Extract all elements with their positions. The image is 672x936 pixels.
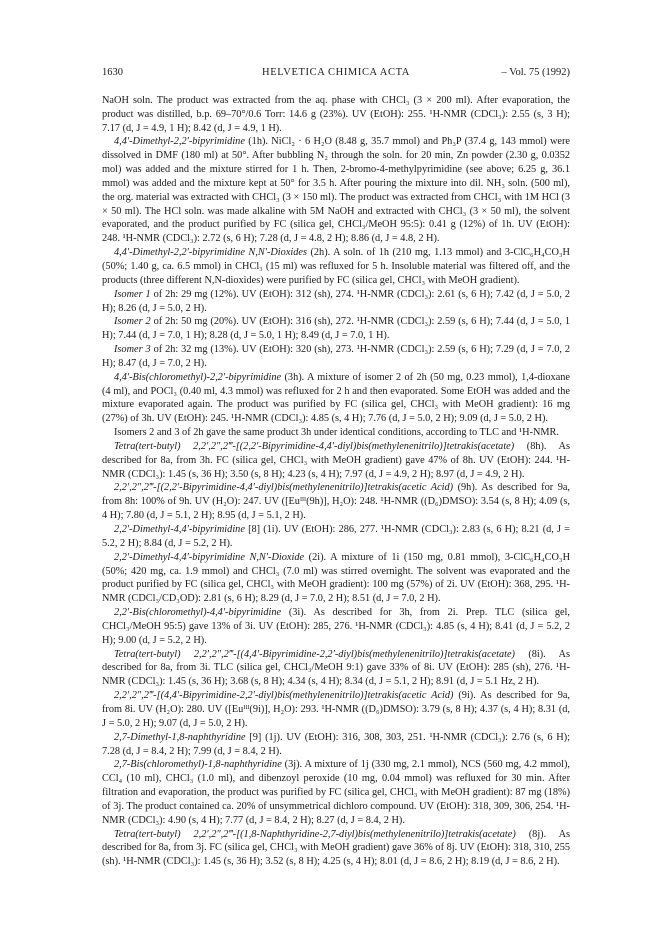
compound-name: 4,4′-Bis(chloromethyl)-2,2′-bipyrimidine <box>114 371 282 383</box>
volume-info: – Vol. 75 (1992) <box>501 67 570 78</box>
paragraph-text: Isomers 2 and 3 of 2h gave the same product 3h under identical conditions, according to TLC and ¹H-NMR. <box>114 427 559 439</box>
paragraph-text: (3i). As described for 3h, from 2i. Prep. TLC (silica gel, CHCl₃/MeOH 95:5) gave 13% of 3i. UV (EtOH): 285, 276. ¹H-NMR (CDCl₃): 4.85 (s, 4 H); 8.41 (d, J = 5.2, 2 H); 9.00 (d, J = 5.2, 2 H). <box>102 607 570 646</box>
paragraph <box>102 758 570 827</box>
paragraph <box>102 135 570 246</box>
compound-name: 2,2′,2″,2‴-[(4,4′-Bipyrimidine-2,2′-diyl)bis(methylenenitrilo)]tetrakis(acetic Acid) <box>114 690 454 702</box>
paragraph-text: (8h). As described for 8a, from 3h. FC (silica gel, CHCl₃ with MeOH gradient) gave 47% of 8h. UV (EtOH): 244. ¹H-NMR (CDCl₃): 1.45 (s, 36 H); 3.50 (s, 8 H); 4.23 (s, 4 H); 7.97 (d, J = 4.9, 2 H); 8.97 (d, J = 4.9, 2 H). <box>102 440 570 480</box>
compound-name: 2,2′-Dimethyl-4,4′-bipyrimidine <box>114 524 245 535</box>
paragraph-text: of 2h: 50 mg (20%). UV (EtOH): 316 (sh), 272. ¹H-NMR (CDCl₃): 2.59 (s, 6 H); 7.44 (d, J = 5.0, 1 H); 7.44 (d, J = 7.0, 1 H); 8.28 (d, J = 5.0, 1 H); 8.49 (d, J = 7.0, 1 H). <box>102 316 570 342</box>
compound-name: 2,2′-Dimethyl-4,4′-bipyrimidine N,N′-Dioxide <box>114 551 305 563</box>
body-text <box>102 94 570 869</box>
paragraph <box>102 288 570 316</box>
journal-title: HELVETICA CHIMICA ACTA <box>262 67 410 78</box>
compound-name: Tetra(tert-butyl) 2,2′,2″,2‴-[(1,8-Naphthyridine-2,7-diyl)bis(methylenenitrilo)]tetrakis(acetate) <box>114 828 516 840</box>
paragraph-text: (1h). NiCl₂ · 6 H₂O (8.48 g, 35.7 mmol) and Ph₃P (37.4 g, 143 mmol) were dissolved in DMF (180 ml) at 50°. After bubbling N₂ through the soln. for 20 min, Zn powder (2.30 g, 0.0352 mol) was added and the mixture stirred for 1 h. Then, 2-bromo-4-methylpyrimidine (see above; 6.25 g, 36.1 mmol) was added and the mixture kept at 50° for 3.5 h. After pouring the mixture into dil. NH₃ soln. (500 ml), the org. material was extracted with CHCl₃ (3 × 150 ml). The product was extracted from CHCl₃ with 1M HCl (3 × 50 ml). The HCl soln. was made alkaline with 5M NaOH and extracted with CHCl₃ (3 × 50 ml), the solvent evaporated, and the product purified by FC (silica gel, CHCl₃/MeOH 95:5): 0.41 g (12%) of 1h. UV (EtOH): 248. ¹H-NMR (CDCl₃): 2.72 (s, 6 H); 7.28 (d, J = 4.8, 2 H); 8.86 (d, J = 4.8, 2 H). <box>102 136 570 245</box>
paragraph-text: (9h). As described for 9a, from 8h: 100% of 9h. UV (H₂O): 247. UV ([Euᴵᴵᴵ(9h)], H₂O): 248. ¹H-NMR ((D₆)DMSO): 3.54 (s, 8 H); 4.09 (s, 4 H); 7.80 (d, J = 5.1, 2 H); 8.95 (d, J = 5.1, 2 H). <box>102 482 570 522</box>
paragraph-text: (3h). A mixture of isomer 2 of 2h (50 mg, 0.23 mmol), 1,4-dioxane (4 ml), and POCl₃ (0.40 ml, 4.3 mmol) was refluxed for 2 h and then evaporated. Some EtOH was added and the mixture evaporated again. The product was purified by FC (silica gel, CHCl₃ with MeOH gradient): 16 mg (27%) of 3h. UV (EtOH): 245. ¹H-NMR (CDCl₃): 4.85 (s, 4 H); 7.76 (d, J = 5.0, 2 H); 9.09 (d, J = 5.0, 2 H). <box>102 371 570 425</box>
paragraph-text: (8j). As described for 8a, from 3j. FC (silica gel, CHCl₃ with MeOH gradient) gave 36% of 8j. UV (EtOH): 318, 310, 255 (sh). ¹H-NMR (CDCl₃): 1.45 (s, 36 H); 3.52 (s, 8 H); 4.25 (s, 4 H); 8.01 (d, J = 8.6, 2 H); 8.19 (d, J = 8.6, 2 H). <box>102 828 571 868</box>
paragraph-text: (2h). A soln. of 1h (210 mg, 1.13 mmol) and 3-ClC₆H₄CO₃H (50%; 1.40 g, ca. 6.5 mmol) in CHCl₃ (15 ml) was refluxed for 5 h. Insoluble material was filtered off, and the products (three different N,N-dioxides) were purified by FC (silica gel, CHCl₃ with MeOH gradient). <box>102 247 570 286</box>
paragraph <box>102 440 570 482</box>
paragraph-text: [8] (1i). UV (EtOH): 286, 277. ¹H-NMR (CDCl₃): 2.83 (s, 6 H); 8.21 (d, J = 5.2, 2 H); 8.84 (d, J = 5.2, 2 H). <box>102 524 570 549</box>
compound-name: Isomer 1 <box>114 288 151 300</box>
paragraph <box>102 246 570 288</box>
paragraph-text: (9i). As described for 9a, from 8i. UV (H₂O): 280. UV ([Euᴵᴵᴵ(9i)], H₂O): 293. ¹H-NMR ((D₆)DMSO): 3.79 (s, 8 H); 4.37 (s, 4 H); 8.31 (d, J = 5.0, 2 H); 9.07 (d, J = 5.0, 2 H). <box>102 690 570 729</box>
running-header <box>102 66 570 80</box>
paragraph <box>102 551 570 606</box>
compound-name: 2,7-Dimethyl-1,8-naphthyridine <box>114 731 246 743</box>
compound-name: Isomer 3 <box>114 344 151 356</box>
paragraph <box>102 648 570 690</box>
paragraph <box>102 371 570 426</box>
paragraph <box>102 315 570 343</box>
compound-name: 2,2′-Bis(chloromethyl)-4,4′-bipyrimidine <box>114 607 282 619</box>
page-number: 1630 <box>102 67 123 78</box>
compound-name: 4,4′-Dimethyl-2,2′-bipyrimidine N,N′-Dioxides <box>114 247 307 259</box>
paragraph-text: (3j). A mixture of 1j (330 mg, 2.1 mmol), NCS (560 mg, 4.2 mmol), CCl₄ (10 ml), CHCl₃ (1.0 ml), and dibenzoyl peroxide (10 mg, 0.04 mmol) was refluxed for 30 min. After filtration and evaporation, the product was purified by FC (silica gel, CHCl₃ with MeOH gradient): 87 mg (18%) of 3j. The product contained ca. 20% of unsymmetrical dichloro compound. UV (EtOH): 318, 309, 306, 254. ¹H-NMR (CDCl₃): 4.90 (s, 4 H); 7.77 (d, J = 8.4, 2 H); 8.27 (d, J = 8.4, 2 H). <box>102 759 570 826</box>
paragraph <box>102 523 570 551</box>
compound-name: 4,4′-Dimethyl-2,2′-bipyrimidine <box>114 136 245 148</box>
paragraph <box>102 481 570 523</box>
paragraph <box>102 606 570 648</box>
paragraph-text: (8i). As described for 8a, from 3i. TLC (silica gel, CHCl₃/MeOH 9:1) gave 33% of 8i. UV (EtOH): 285 (sh), 276. ¹H-NMR (CDCl₃): 1.45 (s, 36 H); 3.68 (s, 8 H); 4.34 (s, 4 H); 8.34 (d, J = 5.1, 2 H); 8.91 (d, J = 5.1 Hz, 2 H). <box>102 648 570 688</box>
paragraph-text: of 2h: 32 mg (13%). UV (EtOH): 320 (sh), 273. ¹H-NMR (CDCl₃): 2.59 (s, 6 H); 7.29 (d, J = 7.0, 2 H); 8.47 (d, J = 7.0, 2 H). <box>102 344 570 369</box>
paragraph <box>102 689 570 731</box>
paragraph <box>102 828 570 870</box>
paragraph-text: (2i). A mixture of 1i (150 mg, 0.81 mmol), 3-ClC₆H₄CO₃H (50%; 420 mg, ca. 1.9 mmol) and CHCl₃ (7.0 ml) was stirred overnight. The solvent was evaporated and the product purified by FC (silica gel, CHCl₃ with MeOH gradient): 100 mg (57%) of 2i. UV (EtOH): 368, 295. ¹H-NMR (CDCl₃/CD₃OD): 2.81 (s, 6 H); 8.29 (d, J = 7.0, 2 H); 8.51 (d, J = 7.0, 2 H). <box>102 551 571 605</box>
paragraph <box>102 343 570 371</box>
compound-name: 2,7-Bis(chloromethyl)-1,8-naphthyridine <box>114 759 282 771</box>
paragraph-text: of 2h: 29 mg (12%). UV (EtOH): 312 (sh), 274. ¹H-NMR (CDCl₃): 2.61 (s, 6 H); 7.42 (d, J = 5.0, 2 H); 8.26 (d, J = 5.0, 2 H). <box>102 288 570 314</box>
compound-name: Tetra(tert-butyl) 2,2′,2″,2‴-[(2,2′-Bipyrimidine-4,4′-diyl)bis(methylenenitrilo)]tetrakis(acetate) <box>114 440 515 452</box>
compound-name: Tetra(tert-butyl) 2,2′,2″,2‴-[(4,4′-Bipyrimidine-2,2′-diyl)bis(methylenenitrilo)]tetrakis(acetate) <box>114 648 515 660</box>
paragraph-text: NaOH soln. The product was extracted from the aq. phase with CHCl₃ (3 × 200 ml). After evaporation, the product was distilled, b.p. 69–70°/0.6 Torr: 14.6 g (23%). UV (EtOH): 255. ¹H-NMR (CDCl₃): 2.55 (s, 3 H); 7.17 (d, J = 4.9, 1 H); 8.42 (d, J = 4.9, 1 H). <box>102 94 570 134</box>
compound-name: Isomer 2 <box>114 316 151 328</box>
paragraph-text: [9] (1j). UV (EtOH): 316, 308, 303, 251. ¹H-NMR (CDCl₃): 2.76 (s, 6 H); 7.28 (d, J = 8.4, 2 H); 7.99 (d, J = 8.4, 2 H). <box>102 731 570 757</box>
paragraph <box>102 94 570 136</box>
paragraph <box>102 426 570 440</box>
paragraph <box>102 731 570 759</box>
compound-name: 2,2′,2″,2‴-[(2,2′-Bipyrimidine-4,4′-diyl)bis(methylenenitrilo)]tetrakis(acetic Acid) <box>114 482 454 494</box>
document-page <box>102 66 570 869</box>
